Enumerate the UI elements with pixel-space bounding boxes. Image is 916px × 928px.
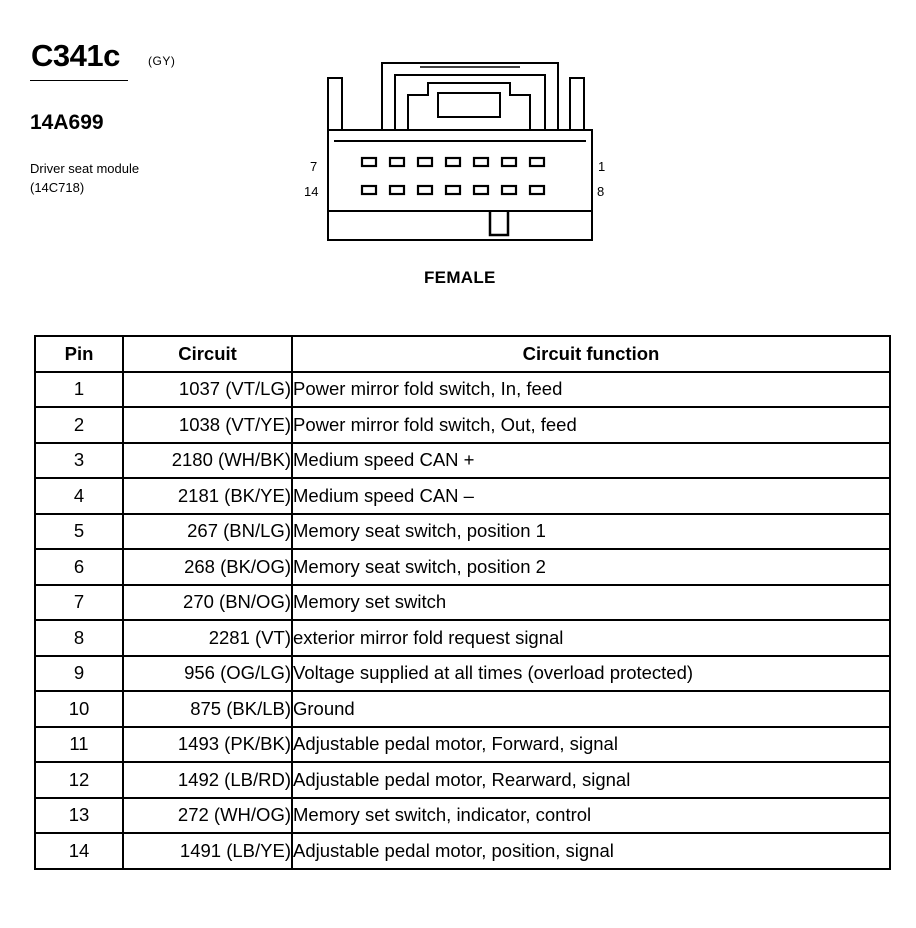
description-line: (14C718) <box>30 180 85 195</box>
pin-cavity <box>390 158 404 166</box>
circuit-function: Power mirror fold switch, Out, feed <box>292 407 890 443</box>
cavity-row-lower <box>362 186 544 194</box>
pin-number: 11 <box>35 727 123 763</box>
connector-face-diagram <box>320 55 600 245</box>
connector-description <box>30 159 139 197</box>
header-pin: Pin <box>35 336 123 372</box>
pin-label-top-left: 7 <box>310 159 318 174</box>
pin-number: 12 <box>35 762 123 798</box>
circuit-function: Medium speed CAN – <box>292 478 890 514</box>
pin-number: 10 <box>35 691 123 727</box>
circuit-code: 272 (WH/OG) <box>123 798 292 834</box>
lock-tab-window <box>438 93 500 117</box>
pin-number: 13 <box>35 798 123 834</box>
circuit-function: Power mirror fold switch, In, feed <box>292 372 890 408</box>
circuit-function: Adjustable pedal motor, position, signal <box>292 833 890 869</box>
circuit-function: Voltage supplied at all times (overload protected) <box>292 656 890 692</box>
circuit-function: Medium speed CAN + <box>292 443 890 479</box>
pin-cavity <box>474 158 488 166</box>
circuit-code: 1492 (LB/RD) <box>123 762 292 798</box>
header-function: Circuit function <box>292 336 890 372</box>
pin-number: 6 <box>35 549 123 585</box>
connector-id: C341c <box>31 38 120 73</box>
pin-number: 9 <box>35 656 123 692</box>
circuit-code: 268 (BK/OG) <box>123 549 292 585</box>
connector-color-code: (GY) <box>148 54 176 68</box>
pin-number: 14 <box>35 833 123 869</box>
cavity-row-upper <box>362 158 544 166</box>
circuit-code: 875 (BK/LB) <box>123 691 292 727</box>
circuit-function: exterior mirror fold request signal <box>292 620 890 656</box>
pin-cavity <box>474 186 488 194</box>
table-row <box>35 478 890 514</box>
pin-number: 4 <box>35 478 123 514</box>
circuit-function: Memory set switch <box>292 585 890 621</box>
title-underline <box>30 80 128 81</box>
pinout-table <box>34 335 891 870</box>
pin-cavity <box>446 158 460 166</box>
pin-number: 8 <box>35 620 123 656</box>
circuit-code: 270 (BN/OG) <box>123 585 292 621</box>
pin-cavity <box>418 186 432 194</box>
table-row <box>35 585 890 621</box>
pin-number: 5 <box>35 514 123 550</box>
table-row <box>35 762 890 798</box>
circuit-function: Adjustable pedal motor, Forward, signal <box>292 727 890 763</box>
circuit-function: Memory set switch, indicator, control <box>292 798 890 834</box>
polarity-key <box>490 211 508 235</box>
pin-label-bottom-left: 14 <box>304 184 319 199</box>
table-row <box>35 549 890 585</box>
circuit-function: Ground <box>292 691 890 727</box>
pin-number: 2 <box>35 407 123 443</box>
circuit-code: 2181 (BK/YE) <box>123 478 292 514</box>
header-circuit: Circuit <box>123 336 292 372</box>
circuit-code: 1493 (PK/BK) <box>123 727 292 763</box>
pin-number: 7 <box>35 585 123 621</box>
circuit-code: 1038 (VT/YE) <box>123 407 292 443</box>
table-row <box>35 443 890 479</box>
table-row <box>35 833 890 869</box>
pin-cavity <box>530 158 544 166</box>
table-row <box>35 727 890 763</box>
pin-cavity <box>390 186 404 194</box>
pin-label-bottom-right: 8 <box>597 184 605 199</box>
description-line: Driver seat module <box>30 161 140 176</box>
pin-cavity <box>362 186 376 194</box>
left-latch-post <box>328 78 342 130</box>
circuit-code: 267 (BN/LG) <box>123 514 292 550</box>
circuit-function: Adjustable pedal motor, Rearward, signal <box>292 762 890 798</box>
pin-cavity <box>530 186 544 194</box>
table-row <box>35 656 890 692</box>
circuit-function: Memory seat switch, position 2 <box>292 549 890 585</box>
table-row <box>35 620 890 656</box>
pin-label-top-right: 1 <box>598 159 606 174</box>
table-row <box>35 514 890 550</box>
table-header-row <box>35 336 890 372</box>
table-row <box>35 372 890 408</box>
connector-gender: FEMALE <box>424 268 496 287</box>
pin-cavity <box>446 186 460 194</box>
part-number: 14A699 <box>30 111 104 134</box>
pin-cavity <box>502 158 516 166</box>
pin-number: 1 <box>35 372 123 408</box>
table-row <box>35 691 890 727</box>
right-latch-post <box>570 78 584 130</box>
pin-number: 3 <box>35 443 123 479</box>
circuit-code: 2180 (WH/BK) <box>123 443 292 479</box>
circuit-code: 956 (OG/LG) <box>123 656 292 692</box>
circuit-code: 2281 (VT) <box>123 620 292 656</box>
table-row <box>35 407 890 443</box>
circuit-code: 1491 (LB/YE) <box>123 833 292 869</box>
pin-cavity <box>362 158 376 166</box>
pin-cavity <box>418 158 432 166</box>
circuit-function: Memory seat switch, position 1 <box>292 514 890 550</box>
table-row <box>35 798 890 834</box>
lock-tab-step <box>408 83 530 130</box>
circuit-code: 1037 (VT/LG) <box>123 372 292 408</box>
pin-cavity <box>502 186 516 194</box>
